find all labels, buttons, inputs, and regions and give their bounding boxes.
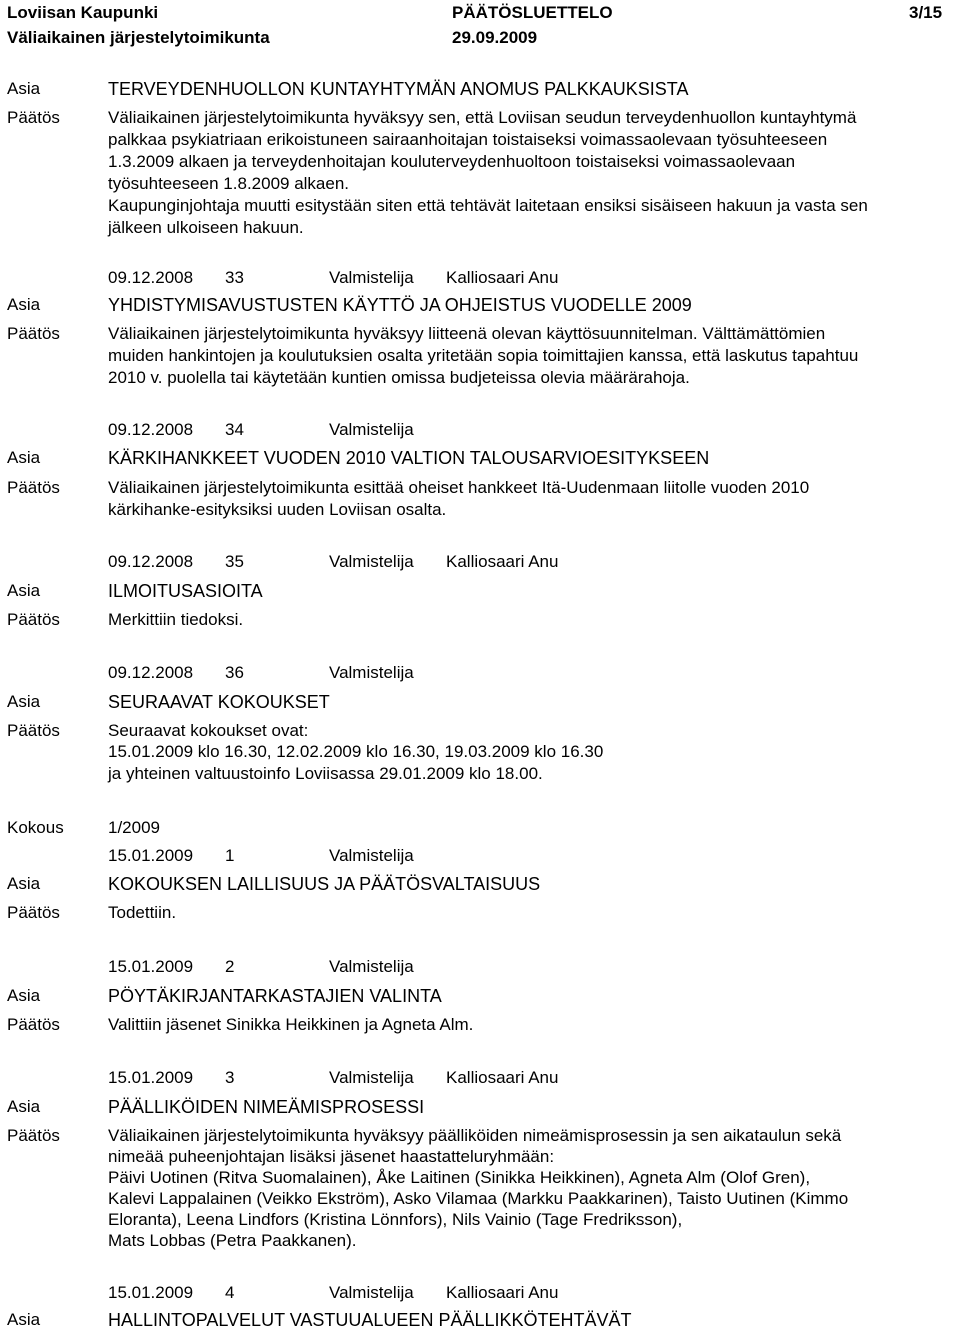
decision-line: 15.01.2009 klo 16.30, 12.02.2009 klo 16.30, 19.03.2009 klo 16.30 bbox=[108, 742, 604, 761]
item-meta-row bbox=[108, 420, 446, 440]
item-number: 2 bbox=[225, 957, 235, 976]
item-number: 33 bbox=[225, 268, 244, 287]
decision-line: kärkihanke-esityksiksi uuden Loviisan osalta. bbox=[108, 500, 447, 519]
item-person: Kalliosaari Anu bbox=[446, 268, 559, 287]
item-role: Valmistelija bbox=[329, 846, 414, 865]
decision-line: nimeää puheenjohtajan lisäksi jäsenet haastatteluryhmään: bbox=[108, 1147, 555, 1166]
decision-line: Kaupunginjohtaja muutti esitystään siten että tehtävät laitetaan ensiksi sisäiseen hakuun ja vasta sen bbox=[108, 196, 868, 215]
decision-line: Seuraavat kokoukset ovat: bbox=[108, 721, 309, 740]
header-date: 29.09.2009 bbox=[452, 28, 538, 47]
asia-label: Asia bbox=[7, 79, 41, 98]
paatos-label: Päätös bbox=[7, 903, 60, 922]
item-role: Valmistelija bbox=[329, 663, 414, 682]
item-title: YHDISTYMISAVUSTUSTEN KÄYTTÖ JA OHJEISTUS VUODELLE 2009 bbox=[108, 295, 692, 315]
asia-label: Asia bbox=[7, 295, 41, 314]
item-role: Valmistelija bbox=[329, 1068, 414, 1087]
item-title: ILMOITUSASIOITA bbox=[108, 581, 263, 601]
asia-label: Asia bbox=[7, 986, 41, 1005]
header-body-name: Väliaikainen järjestelytoimikunta bbox=[7, 28, 270, 47]
item-meta-row bbox=[108, 552, 558, 572]
item-date: 15.01.2009 bbox=[108, 1283, 194, 1302]
kokous-label: Kokous bbox=[7, 818, 64, 837]
item-role: Valmistelija bbox=[329, 268, 414, 287]
item-number: 3 bbox=[225, 1068, 235, 1087]
paatos-label: Päätös bbox=[7, 108, 60, 127]
decision-line: 1.3.2009 alkaen ja terveydenhoitajan kouluterveydenhuoltoon toistaiseksi voimassaolevaan bbox=[108, 152, 796, 171]
asia-label: Asia bbox=[7, 874, 41, 893]
item-date: 15.01.2009 bbox=[108, 957, 194, 976]
item-number: 4 bbox=[225, 1283, 235, 1302]
decision-line: Kalevi Lappalainen (Veikko Ekström), Asko Vilamaa (Markku Paakkarinen), Taisto Uutinen (Kimmo bbox=[108, 1189, 849, 1208]
decision-line: Valittiin jäsenet Sinikka Heikkinen ja Agneta Alm. bbox=[108, 1015, 474, 1034]
decision-line: Väliaikainen järjestelytoimikunta hyväksyy päälliköiden nimeämisprosessin ja sen aikataulun sekä bbox=[108, 1126, 842, 1145]
item-number: 1 bbox=[225, 846, 235, 865]
decision-line: Väliaikainen järjestelytoimikunta esittää oheiset hankkeet Itä-Uudenmaan liitolle vuoden 2010 bbox=[108, 478, 810, 497]
asia-label: Asia bbox=[7, 692, 41, 711]
header-doc-type: PÄÄTÖSLUETTELO bbox=[452, 3, 613, 22]
asia-label: Asia bbox=[7, 448, 41, 467]
item-role: Valmistelija bbox=[329, 1283, 414, 1302]
item-person: Kalliosaari Anu bbox=[446, 552, 559, 571]
item-title: PÄÄLLIKÖIDEN NIMEÄMISPROSESSI bbox=[108, 1097, 425, 1117]
paatos-label: Päätös bbox=[7, 478, 60, 497]
decision-line: 2010 v. puolella tai käytetään kuntien omissa budjeteissa olevia määrärahoja. bbox=[108, 368, 690, 387]
item-role: Valmistelija bbox=[329, 552, 414, 571]
item-meta-row bbox=[108, 846, 446, 866]
item-meta-row bbox=[108, 268, 558, 288]
item-date: 09.12.2008 bbox=[108, 663, 194, 682]
item-date: 09.12.2008 bbox=[108, 552, 194, 571]
item-title: SEURAAVAT KOKOUKSET bbox=[108, 692, 330, 712]
item-date: 09.12.2008 bbox=[108, 420, 194, 439]
kokous-value: 1/2009 bbox=[108, 818, 160, 837]
item-title: HALLINTOPALVELUT VASTUUALUEEN PÄÄLLIKKÖTEHTÄVÄT bbox=[108, 1310, 632, 1330]
decision-line: Todettiin. bbox=[108, 903, 177, 922]
decision-line: jälkeen ulkoiseen hakuun. bbox=[108, 218, 304, 237]
asia-label: Asia bbox=[7, 1310, 41, 1329]
header-page-number: 3/15 bbox=[909, 3, 943, 22]
item-title: PÖYTÄKIRJANTARKASTAJIEN VALINTA bbox=[108, 986, 442, 1006]
paatos-label: Päätös bbox=[7, 721, 60, 740]
item-date: 09.12.2008 bbox=[108, 268, 194, 287]
decision-line: Väliaikainen järjestelytoimikunta hyväksyy sen, että Loviisan seudun terveydenhuollon kuntayhtymä bbox=[108, 108, 857, 127]
paatos-label: Päätös bbox=[7, 1126, 60, 1145]
asia-label: Asia bbox=[7, 581, 41, 600]
item-meta-row bbox=[108, 1068, 558, 1088]
item-number: 35 bbox=[225, 552, 244, 571]
item-meta-row bbox=[108, 1283, 558, 1303]
item-meta-row bbox=[108, 957, 446, 977]
item-date: 15.01.2009 bbox=[108, 1068, 194, 1087]
paatos-label: Päätös bbox=[7, 324, 60, 343]
paatos-label: Päätös bbox=[7, 610, 60, 629]
item-number: 34 bbox=[225, 420, 244, 439]
item-person: Kalliosaari Anu bbox=[446, 1283, 559, 1302]
decision-line: palkkaa psykiatriaan erikoistuneen sairaanhoitajan toistaiseksi voimassaolevaan työsuhteeseen bbox=[108, 130, 828, 149]
decision-line: työsuhteeseen 1.8.2009 alkaen. bbox=[108, 174, 350, 193]
asia-label: Asia bbox=[7, 1097, 41, 1116]
decision-line: muiden hankintojen ja koulutuksien osalta yritetään sopia toimittajien kanssa, että laskutus tapahtuu bbox=[108, 346, 859, 365]
item-date: 15.01.2009 bbox=[108, 846, 194, 865]
decision-line: Eloranta), Leena Lindfors (Kristina Lönnfors), Nils Vainio (Tage Fredriksson), bbox=[108, 1210, 683, 1229]
decision-line: Mats Lobbas (Petra Paakkanen). bbox=[108, 1231, 357, 1250]
paatos-label: Päätös bbox=[7, 1015, 60, 1034]
decision-line: Päivi Uotinen (Ritva Suomalainen), Åke Laitinen (Sinikka Heikkinen), Agneta Alm (Olof Gren), bbox=[108, 1168, 811, 1187]
item-title: KÄRKIHANKKEET VUODEN 2010 VALTION TALOUSARVIOESITYKSEEN bbox=[108, 448, 710, 468]
decision-line: ja yhteinen valtuustoinfo Loviisassa 29.01.2009 klo 18.00. bbox=[108, 764, 543, 783]
item-role: Valmistelija bbox=[329, 957, 414, 976]
item-meta-row bbox=[108, 663, 446, 683]
item-number: 36 bbox=[225, 663, 244, 682]
header-org: Loviisan Kaupunki bbox=[7, 3, 159, 22]
decision-line: Merkittiin tiedoksi. bbox=[108, 610, 244, 629]
item-title: TERVEYDENHUOLLON KUNTAYHTYMÄN ANOMUS PALKKAUKSISTA bbox=[108, 79, 689, 99]
decision-line: Väliaikainen järjestelytoimikunta hyväksyy liitteenä olevan käyttösuunnitelman. Välttämättömien bbox=[108, 324, 826, 343]
item-title: KOKOUKSEN LAILLISUUS JA PÄÄTÖSVALTAISUUS bbox=[108, 874, 541, 894]
item-person: Kalliosaari Anu bbox=[446, 1068, 559, 1087]
item-role: Valmistelija bbox=[329, 420, 414, 439]
